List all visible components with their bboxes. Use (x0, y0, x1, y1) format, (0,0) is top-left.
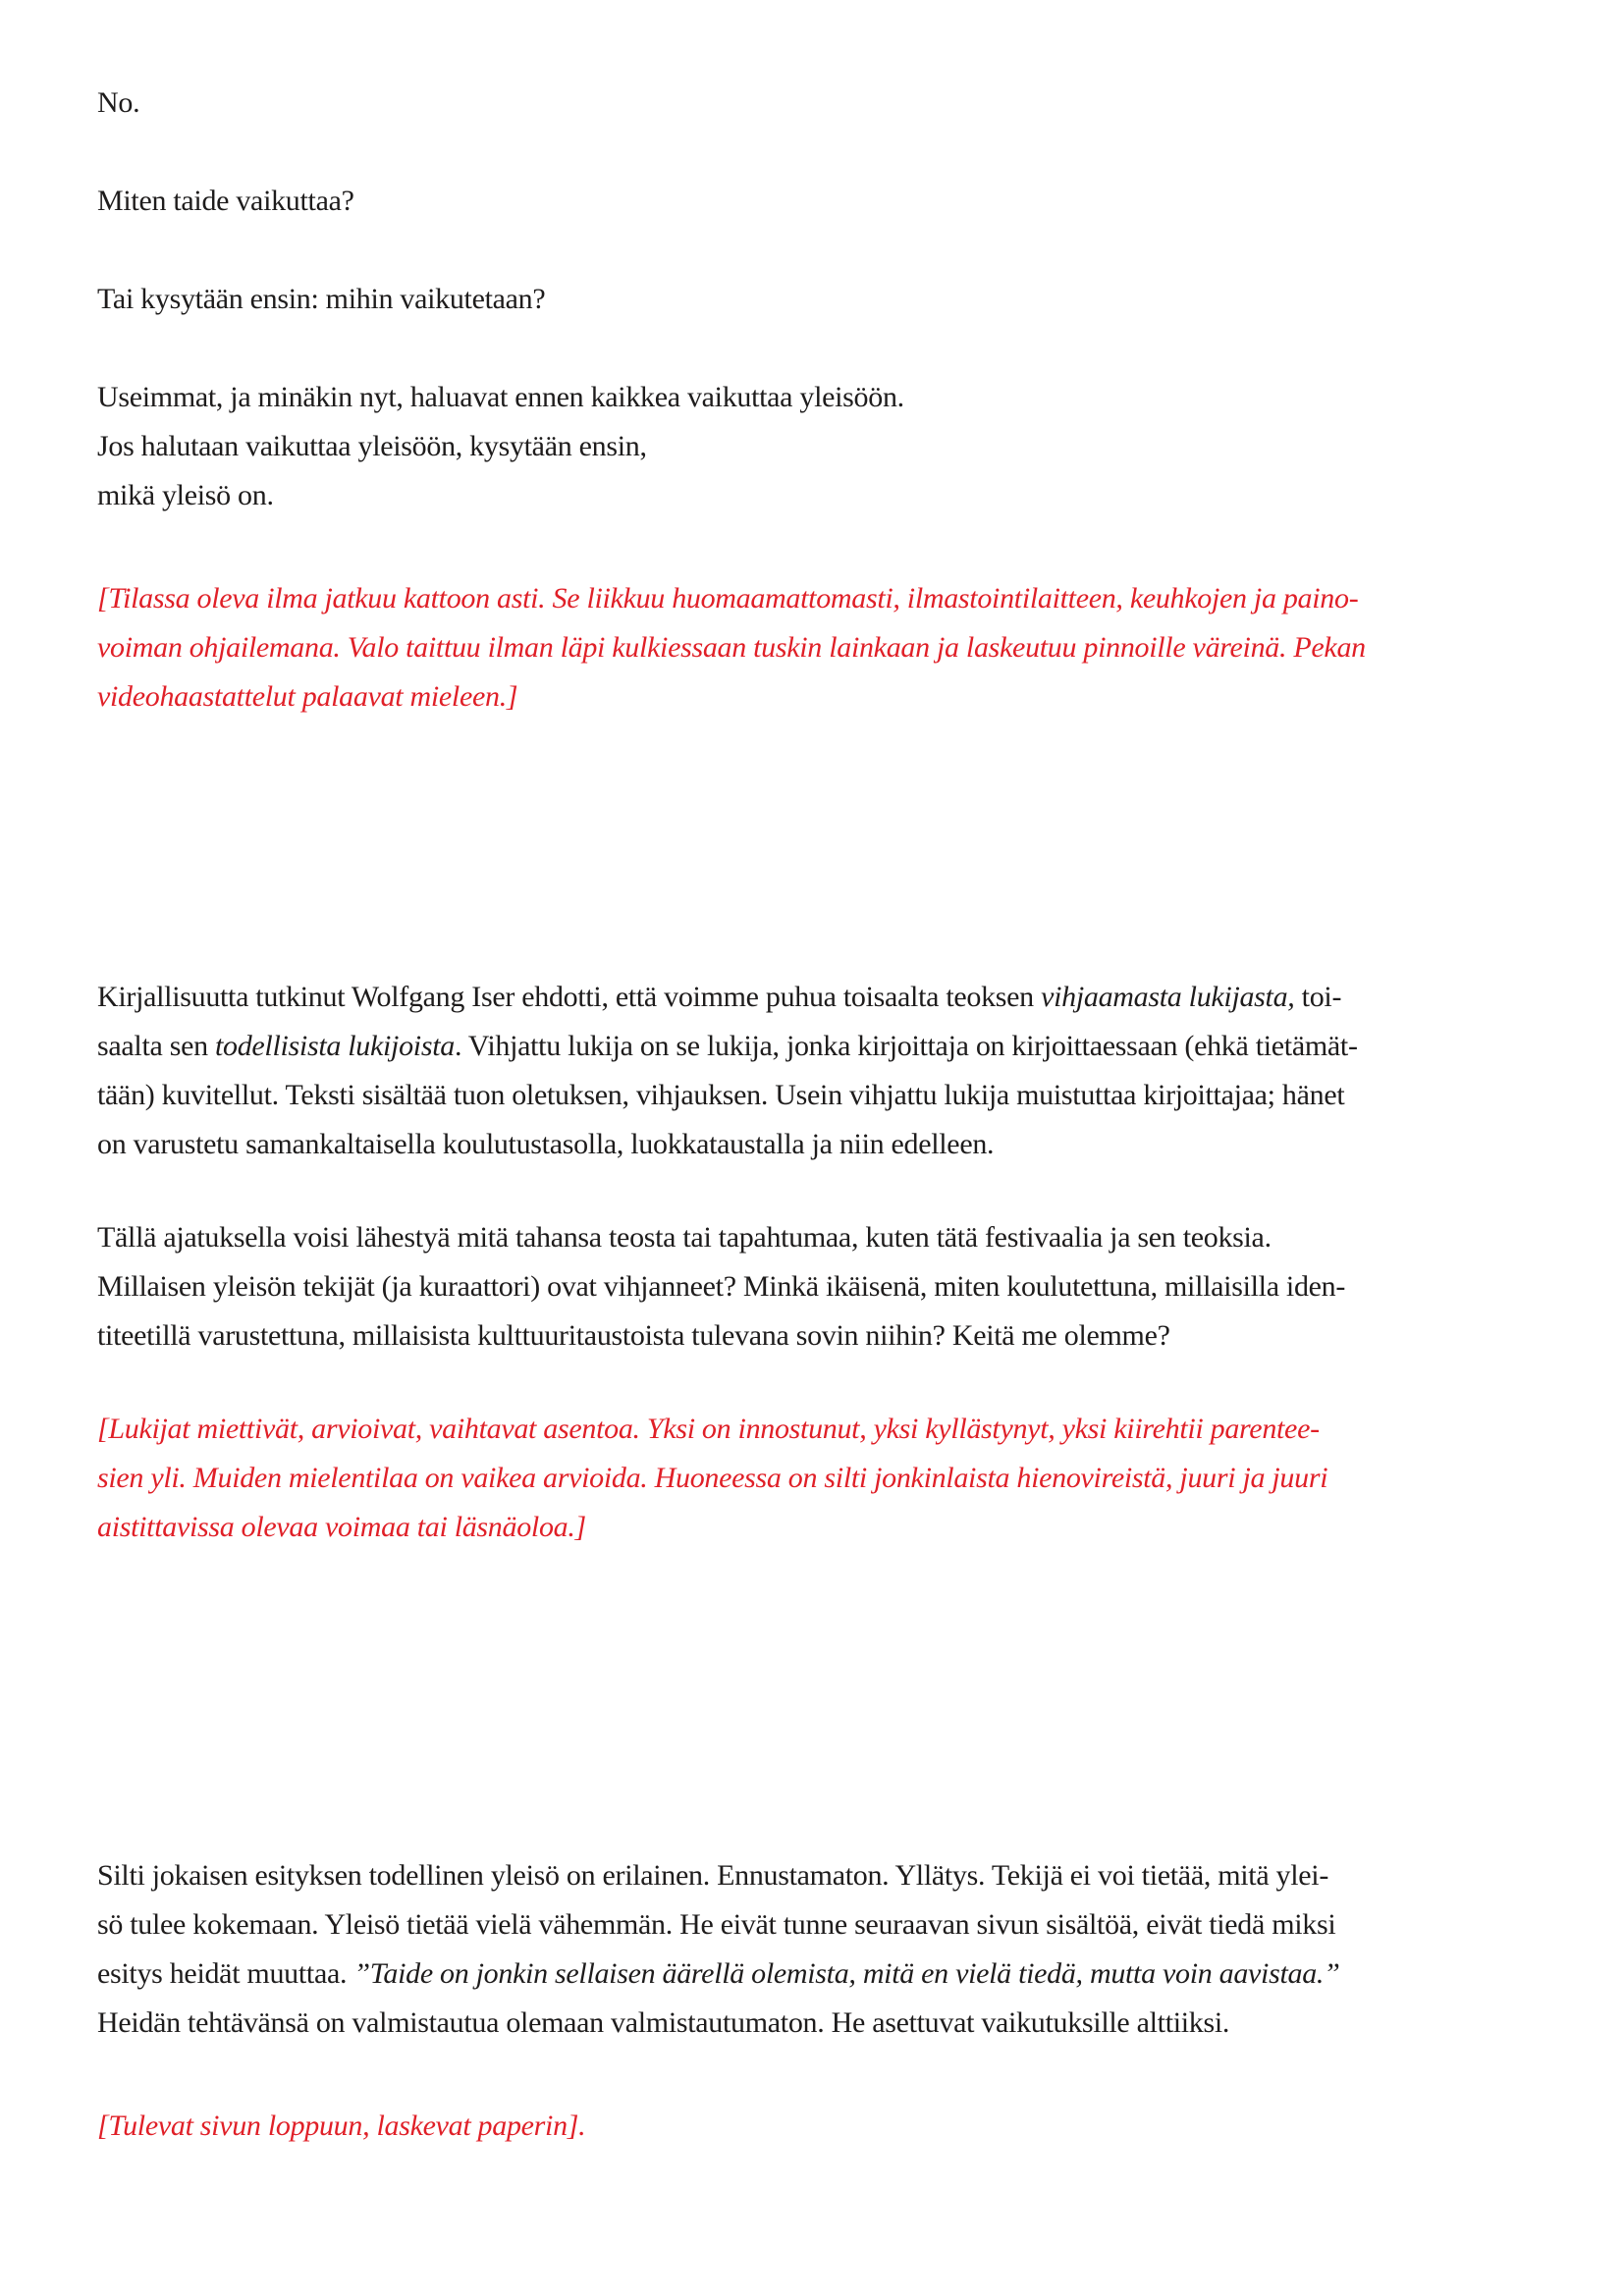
text-segment-italic: todellisista lukijoista (214, 1030, 455, 1062)
text-line: Heidän tehtävänsä on valmistautua olemaan valmistautumaton. He asettuvat vaikutuksille alttiiksi. (97, 2006, 1230, 2039)
text-line: Useimmat, ja minäkin nyt, haluavat ennen kaikkea vaikuttaa yleisöön. (97, 381, 904, 413)
text-line: aistittavissa olevaa voimaa tai läsnäoloa.] (97, 1511, 586, 1543)
text-line (97, 973, 1538, 1022)
paragraph-talla-ajatuksella (97, 1213, 1538, 1361)
text-line: [Tilassa oleva ilma jatkuu kattoon asti. Se liikkuu huomaamattomasti, ilmastointilaitteen, keuhkojen ja paino- (97, 582, 1359, 614)
text-line: videohaastattelut palaavat mieleen.] (97, 680, 518, 713)
text-line: No. (97, 86, 140, 119)
text-line: [Tulevat sivun loppuun, laskevat paperin]. (97, 2109, 586, 2142)
text-segment: saalta sen (97, 1030, 215, 1062)
text-line (97, 1022, 1538, 1071)
paragraph-question-2 (97, 275, 1538, 324)
text-line: Silti jokaisen esityksen todellinen yleisö on erilainen. Ennustamaton. Yllätys. Tekijä ei voi tietää, mitä ylei- (97, 1859, 1329, 1892)
text-line: Miten taide vaikuttaa? (97, 185, 354, 217)
text-segment-italic quote: ”Taide on jonkin sellaisen äärellä olemista, mitä en vielä tiedä, mutta voin aavistaa.” (353, 1957, 1340, 1990)
text-line: Tällä ajatuksella voisi lähestyä mitä tahansa teosta tai tapahtumaa, kuten tätä festivaalia ja sen teoksia. (97, 1221, 1272, 1254)
text-segment: toi- (1294, 981, 1342, 1013)
paragraph-useimmat (97, 373, 1538, 520)
text-line: [Lukijat miettivät, arvioivat, vaihtavat asentoa. Yksi on innostunut, yksi kyllästynyt, yksi kiirehtii parentee- (97, 1413, 1320, 1445)
text-line: sien yli. Muiden mielentilaa on vaikea arvioida. Huoneessa on silti jonkinlaista hienovireistä, juuri ja juuri (97, 1462, 1328, 1494)
paragraph-silti (97, 1851, 1538, 2048)
text-line: Jos halutaan vaikuttaa yleisöön, kysytään ensin, (97, 430, 647, 462)
text-line: mikä yleisö on. (97, 479, 274, 511)
text-line: titeetillä varustettuna, millaisista kulttuuritaustoista tulevana sovin niihin? Keitä me olemme? (97, 1319, 1170, 1352)
text-line: voiman ohjailemana. Valo taittuu ilman läpi kulkiessaan tuskin lainkaan ja laskeutuu pinnoille väreinä. Pekan (97, 631, 1366, 664)
stage-direction-annotation-3 (97, 2102, 1538, 2151)
paragraph-question-1 (97, 177, 1538, 226)
text-line: Millaisen yleisön tekijät (ja kuraattori) ovat vihjanneet? Minkä ikäisenä, miten koulutettuna, millaisilla iden- (97, 1270, 1346, 1303)
text-line: sö tulee kokemaan. Yleisö tietää vielä vähemmän. He eivät tunne seuraavan sivun sisältöä, eivät tiedä miksi (97, 1908, 1336, 1941)
text-segment-italic: vihjaamasta lukijasta, (1041, 981, 1295, 1013)
text-segment: Kirjallisuutta tutkinut Wolfgang Iser ehdotti, että voimme puhua toisaalta teoksen (97, 981, 1042, 1013)
stage-direction-annotation-1 (97, 574, 1538, 721)
stage-direction-annotation-2 (97, 1405, 1538, 1552)
text-segment: esitys heidät muuttaa. (97, 1957, 354, 1990)
text-line (97, 1949, 1538, 1999)
text-line: tään) kuvitellut. Teksti sisältää tuon oletuksen, vihjauksen. Usein vihjattu lukija muistuttaa kirjoittajaa; hänet (97, 1079, 1345, 1111)
paragraph-iser (97, 973, 1538, 1169)
text-line: Tai kysytään ensin: mihin vaikutetaan? (97, 283, 546, 315)
paragraph-no (97, 79, 1538, 128)
text-line: on varustetu samankaltaisella koulutustasolla, luokkataustalla ja niin edelleen. (97, 1128, 995, 1160)
text-segment: . Vihjattu lukija on se lukija, jonka kirjoittaja on kirjoittaessaan (ehkä tietämät- (454, 1030, 1358, 1062)
